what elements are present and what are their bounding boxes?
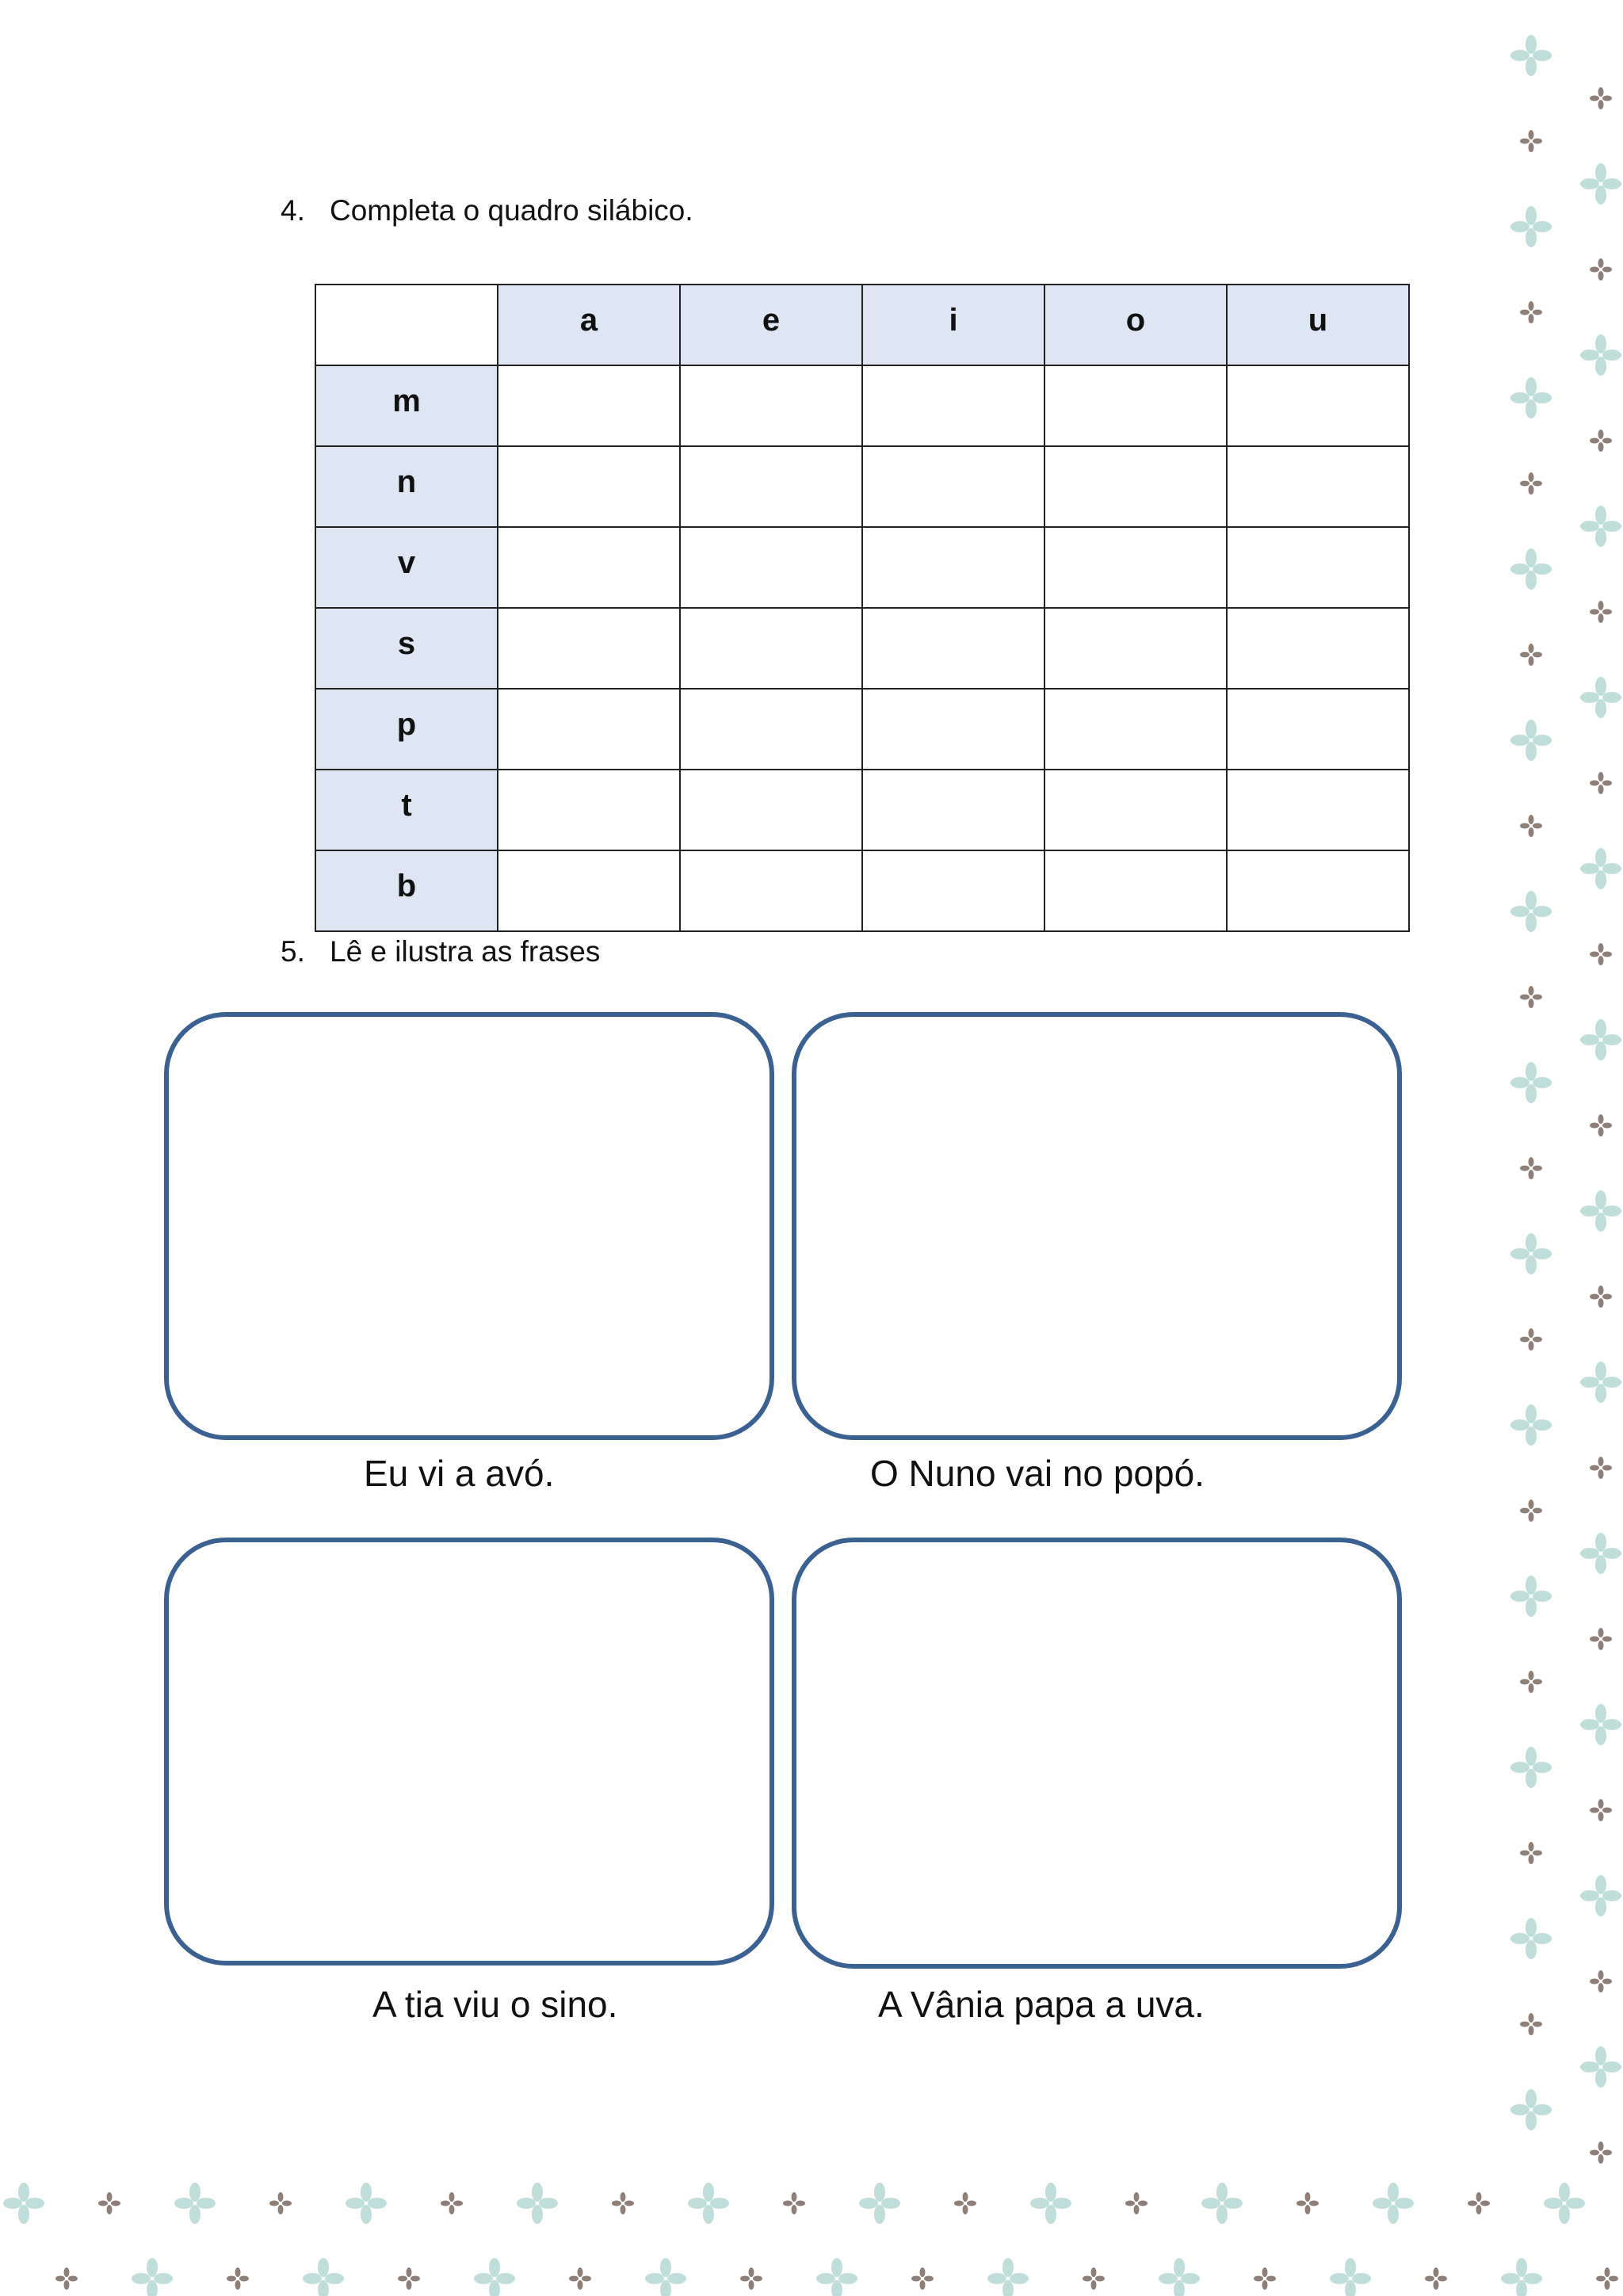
flower-icon xyxy=(1580,1019,1621,1060)
flower-icon xyxy=(645,2258,686,2296)
flower-icon xyxy=(1510,891,1552,932)
table-row xyxy=(315,608,1409,689)
flower-icon xyxy=(1580,848,1621,889)
consonant-header-v: v xyxy=(315,527,498,608)
flower-icon xyxy=(1125,2192,1148,2214)
vowel-header-a: a xyxy=(498,285,680,365)
illustration-caption-4: A Vânia papa a uva. xyxy=(878,1984,1205,2025)
syllable-cell-tu[interactable] xyxy=(1227,770,1409,850)
flower-icon xyxy=(1520,301,1542,323)
flower-icon xyxy=(612,2192,634,2214)
flower-icon xyxy=(1373,2183,1414,2224)
flower-icon xyxy=(1510,1576,1552,1617)
syllable-cell-ne[interactable] xyxy=(680,446,862,527)
flower-icon xyxy=(1254,2267,1276,2290)
illustration-caption-2: O Nuno vai no popó. xyxy=(870,1453,1205,1494)
flower-icon xyxy=(1501,2258,1542,2296)
question-5-heading xyxy=(281,935,600,968)
flower-icon xyxy=(954,2192,976,2214)
flower-icon xyxy=(1520,472,1542,495)
flower-icon xyxy=(1520,986,1542,1008)
syllable-cell-me[interactable] xyxy=(680,365,862,446)
syllable-cell-vo[interactable] xyxy=(1044,527,1227,608)
syllable-cell-so[interactable] xyxy=(1044,608,1227,689)
syllable-cell-mo[interactable] xyxy=(1044,365,1227,446)
table-corner-cell xyxy=(315,285,498,365)
flower-icon xyxy=(1580,1533,1621,1574)
flower-icon xyxy=(1520,1328,1542,1350)
flower-icon xyxy=(1520,1157,1542,1179)
flower-icon xyxy=(1590,1628,1612,1650)
flower-icon xyxy=(1580,163,1621,204)
vowel-header-u: u xyxy=(1227,285,1409,365)
flower-icon xyxy=(3,2183,44,2224)
flower-icon xyxy=(1510,2089,1552,2130)
syllable-cell-be[interactable] xyxy=(680,850,862,931)
syllable-cell-si[interactable] xyxy=(862,608,1044,689)
flower-icon xyxy=(269,2192,292,2214)
flower-icon xyxy=(1425,2267,1447,2290)
illustration-caption-1: Eu vi a avó. xyxy=(364,1453,555,1494)
flower-icon xyxy=(1590,430,1612,452)
syllable-cell-sa[interactable] xyxy=(498,608,680,689)
flower-icon xyxy=(1590,1114,1612,1137)
syllable-cell-te[interactable] xyxy=(680,770,862,850)
flower-icon xyxy=(1510,35,1552,76)
syllable-cell-ta[interactable] xyxy=(498,770,680,850)
illustration-frame-3[interactable] xyxy=(164,1538,774,1966)
syllable-cell-no[interactable] xyxy=(1044,446,1227,527)
flower-icon xyxy=(1510,720,1552,761)
flower-icon xyxy=(1580,334,1621,376)
consonant-header-p: p xyxy=(315,689,498,770)
syllable-cell-bo[interactable] xyxy=(1044,850,1227,931)
syllable-cell-bu[interactable] xyxy=(1227,850,1409,931)
vowel-header-e: e xyxy=(680,285,862,365)
flower-icon xyxy=(1580,1704,1621,1745)
table-header-row xyxy=(315,285,1409,365)
syllable-cell-mu[interactable] xyxy=(1227,365,1409,446)
table-row xyxy=(315,850,1409,931)
flower-icon xyxy=(1544,2183,1585,2224)
syllable-cell-pu[interactable] xyxy=(1227,689,1409,770)
table-row xyxy=(315,770,1409,850)
syllable-table xyxy=(315,284,1410,932)
syllable-cell-na[interactable] xyxy=(498,446,680,527)
flower-icon xyxy=(688,2183,729,2224)
flower-icon xyxy=(398,2267,420,2290)
syllable-cell-to[interactable] xyxy=(1044,770,1227,850)
syllable-cell-ve[interactable] xyxy=(680,527,862,608)
flower-icon xyxy=(1596,2267,1618,2290)
syllable-cell-ba[interactable] xyxy=(498,850,680,931)
flower-icon xyxy=(740,2267,762,2290)
flower-icon xyxy=(55,2267,78,2290)
consonant-header-m: m xyxy=(315,365,498,446)
syllable-cell-ti[interactable] xyxy=(862,770,1044,850)
flower-icon xyxy=(1520,644,1542,666)
syllable-cell-mi[interactable] xyxy=(862,365,1044,446)
flower-icon xyxy=(569,2267,591,2290)
question-4-heading xyxy=(281,194,693,227)
table-row xyxy=(315,689,1409,770)
flower-icon xyxy=(1590,1286,1612,1308)
syllable-cell-nu[interactable] xyxy=(1227,446,1409,527)
consonant-header-t: t xyxy=(315,770,498,850)
syllable-cell-se[interactable] xyxy=(680,608,862,689)
flower-icon xyxy=(1580,1362,1621,1403)
flower-icon xyxy=(1510,1747,1552,1788)
table-row xyxy=(315,527,1409,608)
consonant-header-b: b xyxy=(315,850,498,931)
flower-icon xyxy=(1030,2183,1071,2224)
syllable-cell-su[interactable] xyxy=(1227,608,1409,689)
flower-icon xyxy=(1510,1233,1552,1274)
syllable-cell-pi[interactable] xyxy=(862,689,1044,770)
syllable-cell-vu[interactable] xyxy=(1227,527,1409,608)
vowel-header-o: o xyxy=(1044,285,1227,365)
flower-icon xyxy=(1330,2258,1371,2296)
illustration-frame-2[interactable] xyxy=(792,1012,1402,1440)
flower-icon xyxy=(1580,506,1621,547)
flower-icon xyxy=(132,2258,173,2296)
syllable-cell-pe[interactable] xyxy=(680,689,862,770)
flower-icon xyxy=(1580,2046,1621,2088)
flower-icon xyxy=(816,2258,857,2296)
question-4-text: Completa o quadro silábico. xyxy=(330,194,693,227)
flower-icon xyxy=(1520,1842,1542,1864)
flower-icon xyxy=(1510,1062,1552,1103)
flower-icon xyxy=(1590,1457,1612,1479)
floral-border-bottom xyxy=(0,2172,1623,2296)
flower-icon xyxy=(1520,815,1542,837)
flower-icon xyxy=(987,2258,1029,2296)
flower-icon xyxy=(1590,87,1612,109)
flower-icon xyxy=(227,2267,249,2290)
flower-icon xyxy=(1159,2258,1200,2296)
flower-icon xyxy=(1510,206,1552,247)
flower-icon xyxy=(1510,1404,1552,1446)
flower-icon xyxy=(1510,1918,1552,1959)
flower-icon xyxy=(1510,377,1552,418)
floral-border-right xyxy=(1498,0,1623,2296)
consonant-header-n: n xyxy=(315,446,498,527)
syllable-cell-va[interactable] xyxy=(498,527,680,608)
flower-icon xyxy=(1580,677,1621,718)
flower-icon xyxy=(1590,943,1612,965)
flower-icon xyxy=(783,2192,805,2214)
flower-icon xyxy=(1520,1499,1542,1522)
flower-icon xyxy=(1510,548,1552,590)
flower-icon xyxy=(1468,2192,1490,2214)
illustration-frame-1[interactable] xyxy=(164,1012,774,1440)
flower-icon xyxy=(1590,2141,1612,2164)
flower-icon xyxy=(1590,1799,1612,1821)
vowel-header-i: i xyxy=(862,285,1044,365)
flower-icon xyxy=(1590,772,1612,794)
question-4-number: 4. xyxy=(281,194,305,227)
flower-icon xyxy=(1580,1875,1621,1916)
syllable-cell-bi[interactable] xyxy=(862,850,1044,931)
flower-icon xyxy=(1590,1970,1612,1992)
flower-icon xyxy=(911,2267,934,2290)
flower-icon xyxy=(1201,2183,1243,2224)
syllable-cell-vi[interactable] xyxy=(862,527,1044,608)
flower-icon xyxy=(1520,2013,1542,2035)
table-row xyxy=(315,365,1409,446)
syllable-cell-ma[interactable] xyxy=(498,365,680,446)
question-5-text: Lê e ilustra as frases xyxy=(330,935,601,968)
flower-icon xyxy=(1520,1671,1542,1693)
flower-icon xyxy=(346,2183,387,2224)
illustration-frame-4[interactable] xyxy=(792,1538,1402,1969)
flower-icon xyxy=(1296,2192,1319,2214)
table-row xyxy=(315,446,1409,527)
illustration-caption-3: A tia viu o sino. xyxy=(372,1984,618,2025)
question-5-number: 5. xyxy=(281,935,305,968)
flower-icon xyxy=(303,2258,344,2296)
flower-icon xyxy=(517,2183,558,2224)
flower-icon xyxy=(1590,601,1612,623)
flower-icon xyxy=(1083,2267,1105,2290)
flower-icon xyxy=(859,2183,900,2224)
flower-icon xyxy=(441,2192,463,2214)
flower-icon xyxy=(474,2258,515,2296)
flower-icon xyxy=(1580,1190,1621,1232)
flower-icon xyxy=(98,2192,120,2214)
flower-icon xyxy=(1590,258,1612,281)
flower-icon xyxy=(1520,130,1542,152)
consonant-header-s: s xyxy=(315,608,498,689)
syllable-cell-po[interactable] xyxy=(1044,689,1227,770)
flower-icon xyxy=(174,2183,216,2224)
syllable-cell-pa[interactable] xyxy=(498,689,680,770)
syllable-cell-ni[interactable] xyxy=(862,446,1044,527)
